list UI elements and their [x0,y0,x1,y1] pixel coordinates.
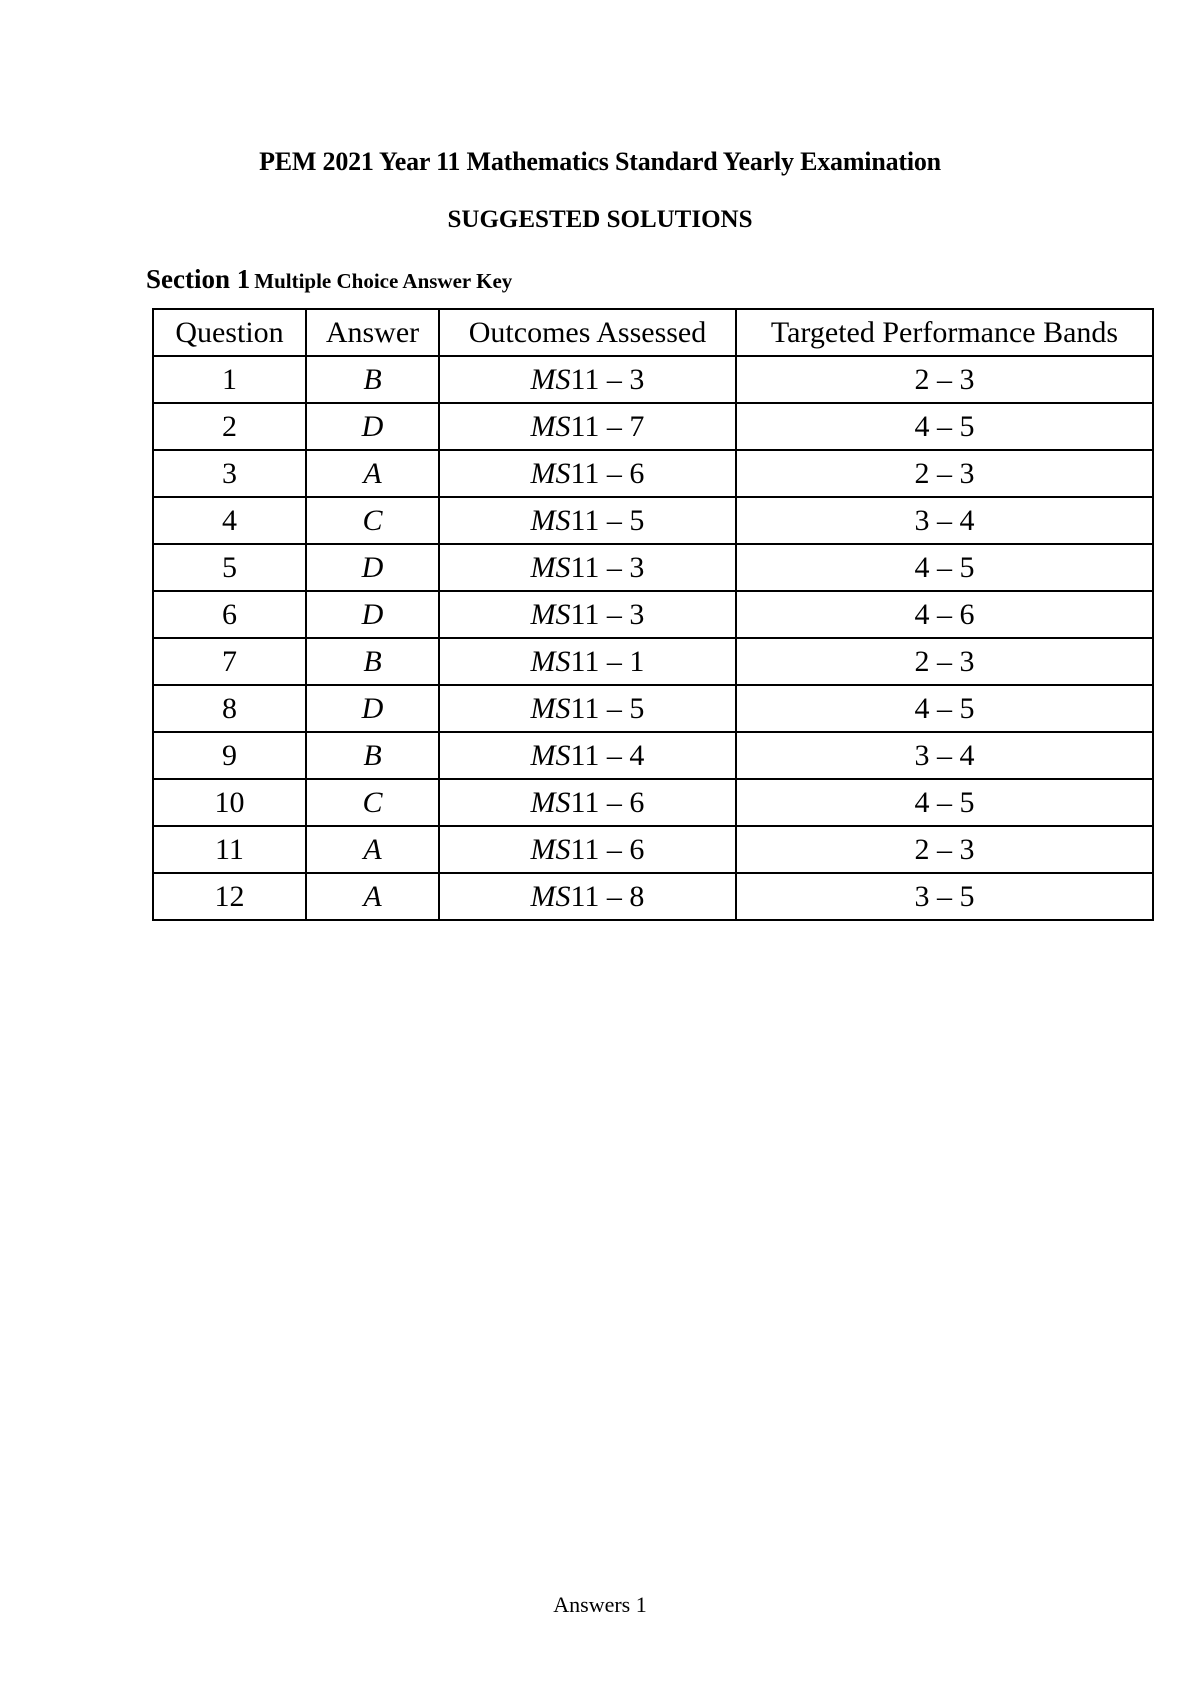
outcome-code: 11 – 1 [570,644,645,678]
cell-answer: D [306,403,439,450]
page-footer: Answers 1 [553,1592,647,1617]
outcome-prefix: MS [530,644,571,678]
cell-question: 12 [153,873,306,920]
header-answer: Answer [306,309,439,356]
table-row [153,826,1153,873]
table-row [153,356,1153,403]
outcome-prefix: MS [530,362,571,396]
outcome-prefix: MS [530,738,571,772]
table-row [153,403,1153,450]
page-title: PEM 2021 Year 11 Mathematics Standard Yearly Examination [259,147,941,176]
cell-performance-bands: 4 – 6 [736,591,1153,638]
cell-outcome [439,356,736,403]
cell-performance-bands: 2 – 3 [736,450,1153,497]
outcome-code: 11 – 6 [570,785,645,819]
outcome-prefix: MS [530,409,571,443]
cell-outcome [439,497,736,544]
cell-answer: C [306,779,439,826]
outcome-code: 11 – 8 [570,879,645,913]
cell-answer: A [306,873,439,920]
cell-performance-bands: 2 – 3 [736,356,1153,403]
cell-question: 8 [153,685,306,732]
page-subtitle: SUGGESTED SOLUTIONS [447,206,753,233]
cell-performance-bands: 4 – 5 [736,544,1153,591]
table-row [153,873,1153,920]
cell-answer: D [306,685,439,732]
cell-answer: B [306,732,439,779]
cell-question: 11 [153,826,306,873]
outcome-prefix: MS [530,785,571,819]
cell-outcome [439,591,736,638]
section-heading [146,264,512,295]
outcome-code: 11 – 4 [570,738,645,772]
cell-outcome [439,450,736,497]
cell-question: 5 [153,544,306,591]
cell-performance-bands: 2 – 3 [736,826,1153,873]
table-row [153,497,1153,544]
outcome-code: 11 – 5 [570,503,645,537]
cell-question: 1 [153,356,306,403]
table-header-row [153,309,1153,356]
cell-performance-bands: 3 – 4 [736,732,1153,779]
cell-answer: D [306,544,439,591]
table-row [153,779,1153,826]
cell-answer: A [306,826,439,873]
cell-answer: D [306,591,439,638]
header-question: Question [153,309,306,356]
cell-outcome [439,873,736,920]
answer-key-table [152,308,1154,921]
cell-performance-bands: 3 – 5 [736,873,1153,920]
cell-question: 3 [153,450,306,497]
cell-answer: B [306,638,439,685]
cell-outcome [439,732,736,779]
outcome-prefix: MS [530,550,571,584]
cell-answer: B [306,356,439,403]
table-body [153,356,1153,920]
cell-performance-bands: 2 – 3 [736,638,1153,685]
table-row [153,591,1153,638]
cell-outcome [439,544,736,591]
outcome-prefix: MS [530,503,571,537]
cell-performance-bands: 4 – 5 [736,403,1153,450]
header-outcomes-assessed: Outcomes Assessed [439,309,736,356]
header-targeted-performance-bands: Targeted Performance Bands [736,309,1153,356]
cell-outcome [439,685,736,732]
table-row [153,638,1153,685]
outcome-code: 11 – 5 [570,691,645,725]
cell-outcome [439,826,736,873]
table-row [153,450,1153,497]
cell-outcome [439,779,736,826]
cell-question: 4 [153,497,306,544]
section-label: Section 1 [146,264,251,294]
cell-performance-bands: 4 – 5 [736,779,1153,826]
table-row [153,732,1153,779]
cell-question: 9 [153,732,306,779]
cell-question: 2 [153,403,306,450]
cell-outcome [439,638,736,685]
cell-question: 6 [153,591,306,638]
outcome-prefix: MS [530,879,571,913]
cell-question: 10 [153,779,306,826]
cell-answer: C [306,497,439,544]
cell-performance-bands: 4 – 5 [736,685,1153,732]
cell-outcome [439,403,736,450]
outcome-prefix: MS [530,832,571,866]
outcome-prefix: MS [530,691,571,725]
cell-performance-bands: 3 – 4 [736,497,1153,544]
outcome-code: 11 – 3 [570,362,645,396]
cell-question: 7 [153,638,306,685]
outcome-code: 11 – 7 [570,409,645,443]
section-description: Multiple Choice Answer Key [254,269,513,293]
outcome-code: 11 – 6 [570,832,645,866]
outcome-prefix: MS [530,597,571,631]
outcome-prefix: MS [530,456,571,490]
outcome-code: 11 – 3 [570,597,645,631]
table-row [153,685,1153,732]
table-row [153,544,1153,591]
outcome-code: 11 – 6 [570,456,645,490]
outcome-code: 11 – 3 [570,550,645,584]
cell-answer: A [306,450,439,497]
